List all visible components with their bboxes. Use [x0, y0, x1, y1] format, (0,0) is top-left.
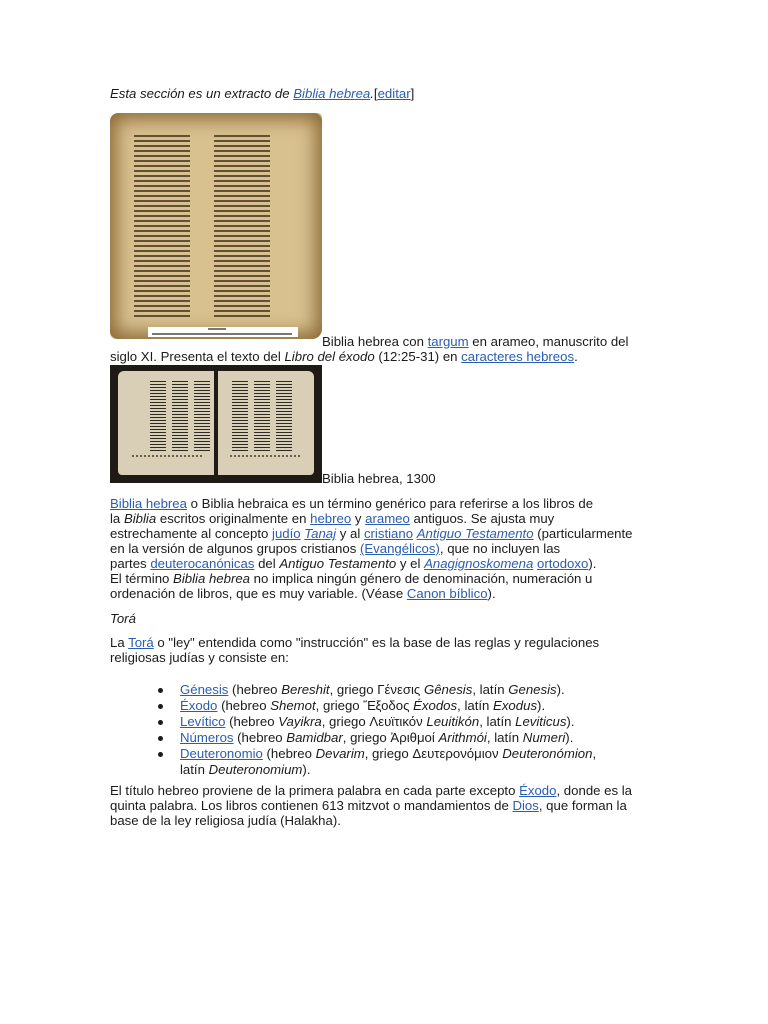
text: , griego Δευτερονόμιον	[364, 746, 503, 761]
text: , donde es la	[556, 783, 633, 798]
text: La	[110, 635, 129, 650]
edit-bracket-close: ]	[410, 86, 415, 101]
targum-link[interactable]: targum	[427, 334, 469, 349]
para1-line	[110, 571, 592, 586]
para1-line	[110, 556, 596, 571]
text: antiguos. Se ajusta muy	[409, 511, 555, 526]
text: , griego Λευϊτικόν	[321, 714, 427, 729]
biblia-hebrea-link[interactable]: Biblia hebrea	[293, 86, 371, 101]
text: , latín	[486, 730, 523, 745]
para1-line	[110, 496, 593, 511]
caption-text: en arameo, manuscrito del	[468, 334, 629, 349]
bullet-dot	[158, 736, 163, 741]
text: Leviticus	[515, 714, 567, 729]
exodo-link[interactable]: Éxodo	[180, 698, 218, 713]
list-item	[180, 730, 573, 745]
excerpt-dot: .	[370, 86, 374, 101]
text: (hebreo	[228, 682, 282, 697]
text: Deuteronomium	[208, 762, 303, 777]
tanaj-link[interactable]: Tanaj	[304, 526, 337, 541]
text: Vayikra	[278, 714, 322, 729]
text: Bamidbar	[286, 730, 343, 745]
caption-text: .	[574, 349, 578, 364]
text: Exodus	[493, 698, 538, 713]
text: quinta palabra. Los libros contienen 613 mitzvot o mandamientos de	[110, 798, 513, 813]
text: , latín	[472, 682, 509, 697]
figure2-caption: Biblia hebrea, 1300	[322, 471, 436, 486]
text: ).	[566, 714, 575, 729]
text: Bereshit	[281, 682, 330, 697]
caption-text: Biblia hebrea con	[322, 334, 428, 349]
numeros-link[interactable]: Números	[180, 730, 234, 745]
excerpt-prefix: Esta sección es un extracto de	[110, 86, 294, 101]
antiguo-testamento-link[interactable]: Antiguo Testamento	[416, 526, 534, 541]
levitico-link[interactable]: Levítico	[180, 714, 226, 729]
text: Éxodos	[413, 698, 458, 713]
edit-link-group	[374, 86, 414, 101]
excerpt-note	[110, 86, 414, 101]
text: estrechamente al concepto	[110, 526, 273, 541]
anagignoskomena-link[interactable]: Anagignoskomena	[424, 556, 534, 571]
text: latín	[180, 762, 209, 777]
list-item	[180, 714, 574, 729]
text: , latín	[479, 714, 516, 729]
text: (particularmente	[533, 526, 633, 541]
canon-biblico-link[interactable]: Canon bíblico	[406, 586, 488, 601]
text: del	[254, 556, 280, 571]
text: , que forman la	[538, 798, 627, 813]
para1-line	[110, 541, 560, 556]
book-title: Libro del éxodo	[284, 349, 375, 364]
para3-line: base de la ley religiosa judía (Halakha).	[110, 813, 341, 828]
text: en la versión de algunos grupos cristianos	[110, 541, 360, 556]
text: (hebreo	[262, 746, 316, 761]
hebreo-link[interactable]: hebreo	[310, 511, 352, 526]
para1-line	[110, 586, 496, 601]
bullet-dot	[158, 688, 163, 693]
figure1-caption-line2	[110, 349, 578, 364]
text: ,	[592, 746, 597, 761]
text: , griego Ἔξοδος	[315, 698, 414, 713]
bullet-dot	[158, 704, 163, 709]
text: ).	[537, 698, 546, 713]
biblia-hebrea-link-2[interactable]: Biblia hebrea	[110, 496, 187, 511]
para3-line	[110, 783, 632, 798]
text: ).	[487, 586, 496, 601]
arameo-link[interactable]: arameo	[365, 511, 410, 526]
ortodoxo-link[interactable]: ortodoxo	[536, 556, 589, 571]
dios-link[interactable]: Dios	[512, 798, 539, 813]
text: ordenación de libros, que es muy variable. (Véase	[110, 586, 407, 601]
para1-line	[110, 511, 554, 526]
text: , griego Γένεσις	[329, 682, 424, 697]
list-item-continued	[180, 762, 310, 777]
manuscript-image-targum	[110, 113, 322, 339]
text: , griego Ἀριθμοί	[342, 730, 439, 745]
list-item	[180, 698, 545, 713]
text: y	[351, 511, 366, 526]
text: Biblia hebrea	[173, 571, 251, 586]
evangelicos-link[interactable]: (Evangélicos)	[359, 541, 440, 556]
caracteres-hebreos-link[interactable]: caracteres hebreos	[461, 349, 575, 364]
tora-link[interactable]: Torá	[128, 635, 154, 650]
text: Arithmói	[438, 730, 487, 745]
text: (hebreo	[217, 698, 271, 713]
text: no implica ningún género de denominación, numeración u	[250, 571, 593, 586]
text: El título hebreo proviene de la primera palabra en cada parte excepto	[110, 783, 520, 798]
para1-line	[110, 526, 633, 541]
text: Numeri	[522, 730, 566, 745]
bullet-dot	[158, 720, 163, 725]
edit-bracket-open: [	[373, 86, 378, 101]
text: Genesis	[508, 682, 557, 697]
text: y al	[336, 526, 364, 541]
text: la	[110, 511, 124, 526]
text: Devarim	[315, 746, 365, 761]
text: ).	[302, 762, 311, 777]
manuscript-image-1300	[110, 365, 322, 483]
figure1-caption	[322, 334, 628, 349]
text: ).	[556, 682, 565, 697]
text: Shemot	[270, 698, 316, 713]
text: escritos originalmente en	[156, 511, 311, 526]
list-item	[180, 682, 565, 697]
para2-line	[110, 635, 599, 650]
list-item	[180, 746, 596, 761]
text: y el	[396, 556, 425, 571]
text: ).	[565, 730, 574, 745]
cristiano-link[interactable]: cristiano	[363, 526, 414, 541]
text: ).	[588, 556, 597, 571]
bullet-dot	[158, 752, 163, 757]
text: (hebreo	[225, 714, 279, 729]
deuterocanonicas-link[interactable]: deuterocanónicas	[150, 556, 255, 571]
text: Gênesis	[423, 682, 473, 697]
exodo-link-2[interactable]: Éxodo	[519, 783, 557, 798]
text: Leuitikón	[426, 714, 480, 729]
caption-text: (12:25-31) en	[374, 349, 462, 364]
text: Deuteronómion	[502, 746, 593, 761]
section-heading-tora: Torá	[110, 611, 136, 626]
text: o "ley" entendida como "instrucción" es la base de las reglas y regulaciones	[153, 635, 600, 650]
text: (hebreo	[233, 730, 287, 745]
text: partes	[110, 556, 151, 571]
text: , que no incluyen las	[439, 541, 561, 556]
text: El término	[110, 571, 174, 586]
para2-line: religiosas judías y consiste en:	[110, 650, 289, 665]
deuteronomio-link[interactable]: Deuteronomio	[180, 746, 263, 761]
judio-link[interactable]: judío	[272, 526, 301, 541]
para3-line	[110, 798, 627, 813]
text: Antiguo Testamento	[279, 556, 397, 571]
caption-text: siglo XI. Presenta el texto del	[110, 349, 285, 364]
text: Biblia	[123, 511, 157, 526]
edit-link[interactable]: editar	[377, 86, 411, 101]
text: , latín	[457, 698, 494, 713]
text: o Biblia hebraica es un término genérico para referirse a los libros de	[186, 496, 594, 511]
genesis-link[interactable]: Génesis	[180, 682, 229, 697]
